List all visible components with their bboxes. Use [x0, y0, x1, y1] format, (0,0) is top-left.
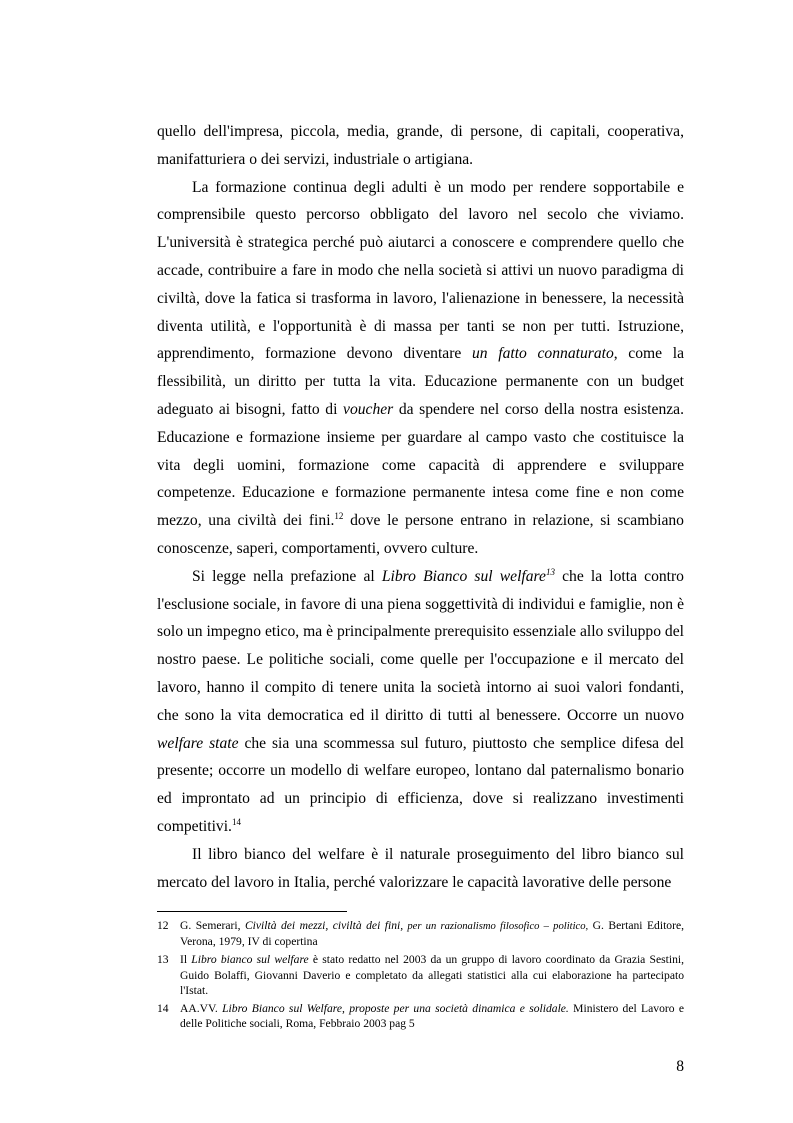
- paragraph-2: [157, 174, 684, 563]
- footnote-text: Il: [180, 953, 192, 967]
- footnote-number: 14: [157, 1002, 169, 1016]
- footnote-ref-14[interactable]: 14: [231, 816, 241, 827]
- footnote-text: G. Bertani Editore, Verona, 1979, IV di copertina: [180, 919, 684, 949]
- footnote-13: [157, 952, 684, 998]
- paragraph-text: quello dell'impresa, piccola, media, grande, di persone, di capitali, cooperativa, manifatturiera o dei servizi, industriale o artigiana.: [157, 123, 684, 168]
- body-text: [157, 118, 684, 896]
- footnote-text: G. Semerari,: [180, 919, 245, 932]
- footnote-number: 12: [157, 919, 169, 932]
- footnote-number: 13: [157, 953, 169, 967]
- paragraph-text: dove le persone entrano in relazione, si scambiano conoscenze, saperi, comportamenti, ovvero culture.: [157, 512, 684, 557]
- italic-phrase: Libro Bianco sul welfare: [381, 567, 546, 585]
- paragraph-text: che la lotta contro l'esclusione sociale, in favore di una piena soggettività di individui e famiglie, non è solo un impegno etico, ma è principalmente prerequisito essenziale allo sviluppo del nostro paese. Le politiche sociali, come quelle per l'occupazione e il mercato del lavoro, hanno il compito di tenere unita la società intorno ai suoi valori fondanti, che sono la vita democratica ed il diritto di tutti al benessere. Occorre un nuovo: [157, 567, 684, 724]
- italic-phrase: un fatto connaturato: [472, 345, 614, 363]
- paragraph-text: Si legge nella prefazione al: [192, 567, 382, 585]
- paragraph-3: [157, 563, 684, 841]
- footnote-12: [157, 918, 684, 949]
- paragraph-text: , come la flessibilità, un diritto per tutta la vita. Educazione permanente con un budget adeguato ai bisogni, fatto di: [157, 345, 684, 418]
- footnote-italic: Libro bianco sul welfare: [191, 953, 309, 967]
- footnote-italic: per un razionalismo filosofico – politico,: [403, 921, 589, 932]
- footnote-14: [157, 1001, 684, 1031]
- footnote-italic: Libro Bianco sul Welfare, proposte per una società dinamica e solidale.: [222, 1002, 569, 1016]
- paragraph-4: [157, 841, 684, 897]
- footnote-text: è stato redatto nel 2003 da un gruppo di lavoro coordinato da Grazia Sestini, Guido Bolaffi, Giovanni Daverio e completato da allegati statistici alla cui elaborazione ha partecipato l'Istat.: [180, 953, 684, 997]
- footnotes: [157, 918, 684, 1034]
- paragraph-text: La formazione continua degli adulti è un modo per rendere sopportabile e comprensibile questo percorso obbligato del lavoro nel secolo che viviamo. L'università è strategica perché può aiutarci a conoscere e comprendere quello che accade, contribuire a fare in modo che nella società si attivi un nuovo paradigma di civiltà, dove la fatica si trasforma in lavoro, l'alienazione in benessere, la necessità diventa utilità, e l'opportunità è di massa per tanti se non per tutti. Istruzione, apprendimento, formazione devono diventare: [157, 178, 684, 363]
- footnote-separator: [157, 911, 347, 912]
- page-number: 8: [676, 1058, 684, 1075]
- paragraph-text: che sia una scommessa sul futuro, piuttosto che semplice difesa del presente; occorre un modello di welfare europeo, lontano dal paternalismo bonario ed improntato ad un principio di efficienza, dove si realizzano investimenti competitivi.: [157, 734, 684, 835]
- italic-phrase: voucher: [343, 400, 394, 418]
- footnote-ref-13[interactable]: 13: [545, 566, 555, 577]
- footnote-text: Ministero del Lavoro e delle Politiche sociali, Roma, Febbraio 2003 pag 5: [180, 1002, 684, 1031]
- italic-phrase: welfare state: [157, 734, 239, 752]
- footnote-italic: Civiltà dei mezzi, civiltà dei fini,: [244, 919, 404, 932]
- footnote-text: AA.VV.: [180, 1002, 223, 1016]
- paragraph-text: Il libro bianco del welfare è il naturale proseguimento del libro bianco sul mercato del lavoro in Italia, perché valorizzare le capacità lavorative delle persone: [157, 845, 684, 891]
- footnote-ref-12[interactable]: 12: [334, 511, 344, 522]
- paragraph-1: [157, 118, 684, 174]
- paragraph-text: da spendere nel corso della nostra esistenza. Educazione e formazione insieme per guardare al campo vasto che costituisce la vita degli uomini, formazione come capacità di apprendere e sviluppare competenze. Educazione e formazione permanente intesa come fine e non come mezzo, una civiltà dei fini.: [157, 400, 684, 530]
